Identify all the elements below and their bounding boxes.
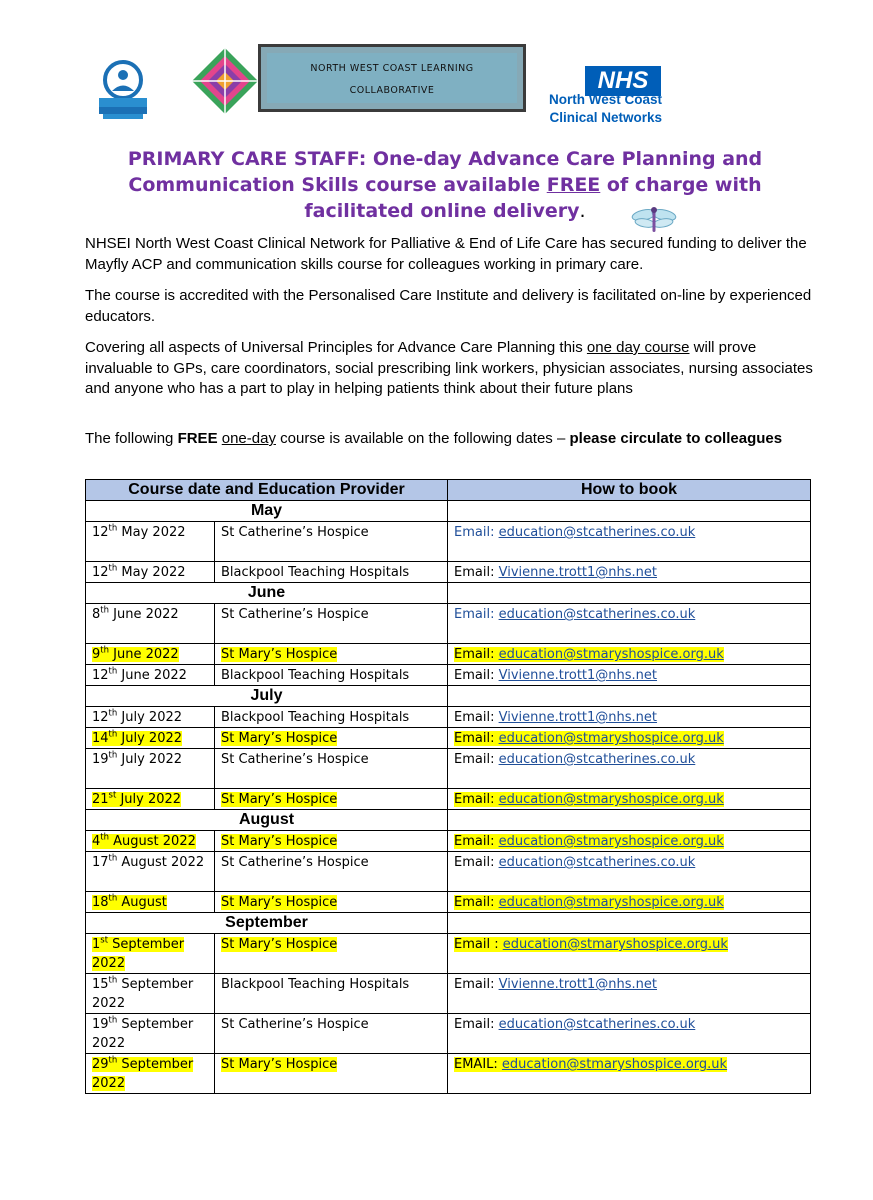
course-date: 17th August 2022	[92, 853, 205, 870]
table-row	[86, 644, 811, 665]
table-row	[86, 728, 811, 749]
table-row	[86, 892, 811, 913]
table-row	[86, 831, 811, 852]
date-cell	[86, 831, 215, 852]
provider-cell	[215, 974, 448, 1014]
month-label: August	[86, 810, 448, 831]
course-date-year: 2022	[92, 996, 126, 1011]
date-cell	[86, 1054, 215, 1094]
provider-name: St Mary’s Hospice	[221, 647, 338, 662]
booking-cell	[448, 789, 811, 810]
provider-name: Blackpool Teaching Hospitals	[221, 565, 410, 580]
col-header-how-to-book: How to book	[448, 480, 811, 501]
booking-cell	[448, 892, 811, 913]
email-label: Email:	[454, 792, 499, 807]
provider-name: St Mary’s Hospice	[221, 895, 338, 910]
course-date: 12th May 2022	[92, 563, 186, 580]
email-label: Email:	[454, 731, 499, 746]
page-title	[80, 146, 810, 224]
date-cell	[86, 934, 215, 974]
course-date: 8th June 2022	[92, 605, 179, 622]
course-date: 18th August	[92, 893, 167, 910]
provider-name: Blackpool Teaching Hospitals	[221, 710, 410, 725]
booking-email-link[interactable]: Vivienne.trott1@nhs.net	[498, 565, 658, 580]
month-row-september	[86, 913, 811, 934]
provider-cell	[215, 665, 448, 686]
course-date: 29th September	[92, 1055, 194, 1072]
date-cell	[86, 789, 215, 810]
date-cell	[86, 707, 215, 728]
email-label: EMAIL:	[454, 1057, 502, 1072]
provider-cell	[215, 749, 448, 789]
course-date-year: 2022	[92, 1076, 126, 1091]
provider-name: St Catherine’s Hospice	[221, 855, 369, 870]
month-empty-cell	[448, 913, 811, 934]
booking-cell	[448, 522, 811, 562]
provider-name: St Mary’s Hospice	[221, 731, 338, 746]
course-date-year: 2022	[92, 956, 126, 971]
booking-email-link[interactable]: education@stmaryshospice.org.uk	[498, 731, 724, 746]
booking-cell	[448, 562, 811, 583]
booking-email-link[interactable]: Vivienne.trott1@nhs.net	[498, 668, 658, 683]
title-period: .	[579, 200, 586, 222]
booking-cell	[448, 707, 811, 728]
provider-name: St Mary’s Hospice	[221, 937, 338, 952]
booking-cell	[448, 728, 811, 749]
booking-cell	[448, 665, 811, 686]
provider-name: St Catherine’s Hospice	[221, 525, 369, 540]
table-row	[86, 934, 811, 974]
date-cell	[86, 665, 215, 686]
provider-cell	[215, 604, 448, 644]
date-cell	[86, 974, 215, 1014]
table-row	[86, 604, 811, 644]
month-row-august	[86, 810, 811, 831]
course-date: 1st September	[92, 935, 185, 952]
course-date: 12th June 2022	[92, 666, 187, 683]
provider-cell	[215, 522, 448, 562]
table-row	[86, 522, 811, 562]
month-empty-cell	[448, 686, 811, 707]
email-label: Email:	[454, 647, 499, 662]
intro-paragraph: NHSEI North West Coast Clinical Network for Palliative & End of Life Care has secured funding to deliver the Mayfly ACP and communication skills course for colleagues working in primary care.	[85, 235, 807, 273]
booking-email-link[interactable]: education@stmaryshospice.org.uk	[498, 895, 724, 910]
provider-cell	[215, 728, 448, 749]
dates-intro-paragraph	[85, 429, 815, 450]
month-label: May	[86, 501, 448, 522]
booking-cell	[448, 974, 811, 1014]
email-label: Email:	[454, 668, 499, 683]
email-label: Email:	[454, 895, 499, 910]
date-cell	[86, 644, 215, 665]
email-label: Email:	[454, 1017, 499, 1032]
booking-email-link[interactable]: education@stcatherines.co.uk	[498, 855, 696, 870]
course-date: 19th July 2022	[92, 750, 183, 767]
provider-name: St Catherine’s Hospice	[221, 1017, 369, 1032]
collaborative-title-line2: COLLABORATIVE	[349, 85, 435, 96]
title-part1: PRIMARY CARE STAFF: One-day Advance Care Planning and Communication Skills course available	[127, 148, 763, 196]
date-cell	[86, 728, 215, 749]
month-row-june	[86, 583, 811, 604]
table-row	[86, 789, 811, 810]
learning-collaborative-box	[258, 44, 526, 112]
dates-intro-a: The following	[85, 430, 178, 447]
table-row	[86, 707, 811, 728]
provider-name: Blackpool Teaching Hospitals	[221, 668, 410, 683]
month-empty-cell	[448, 810, 811, 831]
course-date: 4th August 2022	[92, 832, 196, 849]
course-date: 21st July 2022	[92, 790, 182, 807]
date-cell	[86, 604, 215, 644]
dates-intro-free: FREE	[177, 430, 218, 447]
table-row	[86, 749, 811, 789]
booking-cell	[448, 852, 811, 892]
month-label: July	[86, 686, 448, 707]
date-cell	[86, 522, 215, 562]
provider-name: St Mary’s Hospice	[221, 792, 338, 807]
course-date: 12th May 2022	[92, 523, 186, 540]
provider-cell	[215, 831, 448, 852]
learning-collaborative-diamond-logo	[190, 46, 260, 116]
booking-cell	[448, 1014, 811, 1054]
dragonfly-icon	[630, 206, 678, 234]
month-row-may	[86, 501, 811, 522]
title-free: FREE	[546, 174, 601, 196]
booking-email-link[interactable]: education@stmaryshospice.org.uk	[498, 792, 724, 807]
booking-cell	[448, 604, 811, 644]
table-row	[86, 974, 811, 1014]
collaborative-title-line1: NORTH WEST COAST LEARNING	[310, 63, 474, 74]
booking-cell	[448, 1054, 811, 1094]
audience-text-a: Covering all aspects of Universal Principles for Advance Care Planning this	[85, 339, 587, 356]
booking-email-link[interactable]: education@stmaryshospice.org.uk	[502, 937, 728, 952]
booking-email-link[interactable]: education@stcatherines.co.uk	[498, 752, 696, 767]
date-cell	[86, 852, 215, 892]
table-row	[86, 852, 811, 892]
provider-cell	[215, 644, 448, 665]
booking-cell	[448, 749, 811, 789]
booking-email-link[interactable]: education@stmaryshospice.org.uk	[501, 1057, 728, 1072]
email-label: Email:	[454, 977, 499, 992]
email-label: Email:	[454, 752, 499, 767]
provider-cell	[215, 789, 448, 810]
month-empty-cell	[448, 583, 811, 604]
audience-one-day-course: one day course	[586, 339, 690, 356]
booking-email-link[interactable]: education@stmaryshospice.org.uk	[498, 834, 724, 849]
booking-email-link[interactable]: Vivienne.trott1@nhs.net	[498, 710, 658, 725]
email-label: Email:	[454, 834, 499, 849]
booking-email-link[interactable]: Vivienne.trott1@nhs.net	[498, 977, 658, 992]
provider-name: St Catherine’s Hospice	[221, 607, 369, 622]
dates-intro-b: course is available on the following dates –	[275, 430, 570, 447]
course-date-year: 2022	[92, 1036, 126, 1051]
table-header-row	[86, 480, 811, 501]
provider-cell	[215, 852, 448, 892]
personalised-care-institute-logo	[93, 58, 153, 120]
email-label: Email:	[454, 525, 499, 540]
table-row	[86, 1054, 811, 1094]
email-label: Email:	[454, 855, 499, 870]
table-row	[86, 562, 811, 583]
course-schedule-table	[85, 479, 811, 1094]
table-body	[86, 501, 811, 1094]
booking-cell	[448, 934, 811, 974]
audience-text-b: will prove invaluable to GPs, care coordinators, social prescribing link workers, physician associates, nursing associates and anyone who has a part to play in helping patients think about their future plans	[85, 339, 813, 397]
provider-cell	[215, 892, 448, 913]
provider-cell	[215, 562, 448, 583]
booking-email-link[interactable]: education@stcatherines.co.uk	[498, 1017, 696, 1032]
col-header-date-provider: Course date and Education Provider	[86, 480, 448, 501]
date-cell	[86, 1014, 215, 1054]
month-row-july	[86, 686, 811, 707]
booking-email-link[interactable]: education@stmaryshospice.org.uk	[498, 647, 724, 662]
booking-email-link[interactable]: education@stcatherines.co.uk	[498, 607, 696, 622]
header	[0, 0, 873, 140]
provider-cell	[215, 707, 448, 728]
nhs-network-name-line2: Clinical Networks	[549, 110, 662, 125]
provider-cell	[215, 1054, 448, 1094]
table-row	[86, 1014, 811, 1054]
table-row	[86, 665, 811, 686]
course-date: 9th June 2022	[92, 645, 179, 662]
course-date: 15th September	[92, 975, 194, 992]
email-label: Email:	[454, 565, 499, 580]
provider-cell	[215, 934, 448, 974]
accreditation-paragraph: The course is accredited with the Personalised Care Institute and delivery is facilitated on-line by experienced educators.	[85, 287, 812, 325]
course-date: 19th September	[92, 1015, 194, 1032]
month-label: June	[86, 583, 448, 604]
date-cell	[86, 892, 215, 913]
provider-name: St Catherine’s Hospice	[221, 752, 369, 767]
date-cell	[86, 749, 215, 789]
email-label: Email :	[454, 937, 503, 952]
nhs-logo: NHS	[585, 66, 661, 96]
title-part2: of charge with facilitated online delivery	[304, 174, 762, 222]
month-label: September	[86, 913, 448, 934]
course-date: 12th July 2022	[92, 708, 183, 725]
dates-intro-circulate: please circulate to colleagues	[569, 430, 783, 447]
booking-cell	[448, 831, 811, 852]
month-empty-cell	[448, 501, 811, 522]
provider-name: St Mary’s Hospice	[221, 1057, 338, 1072]
course-date: 14th July 2022	[92, 729, 183, 746]
date-cell	[86, 562, 215, 583]
nhs-network-name-line1: North West Coast	[548, 92, 662, 107]
email-label: Email:	[454, 607, 499, 622]
provider-cell	[215, 1014, 448, 1054]
booking-email-link[interactable]: education@stcatherines.co.uk	[498, 525, 696, 540]
email-label: Email:	[454, 710, 499, 725]
audience-paragraph	[85, 338, 815, 400]
provider-name: Blackpool Teaching Hospitals	[221, 977, 410, 992]
dates-intro-one-day: one-day	[221, 430, 276, 447]
provider-name: St Mary’s Hospice	[221, 834, 338, 849]
booking-cell	[448, 644, 811, 665]
